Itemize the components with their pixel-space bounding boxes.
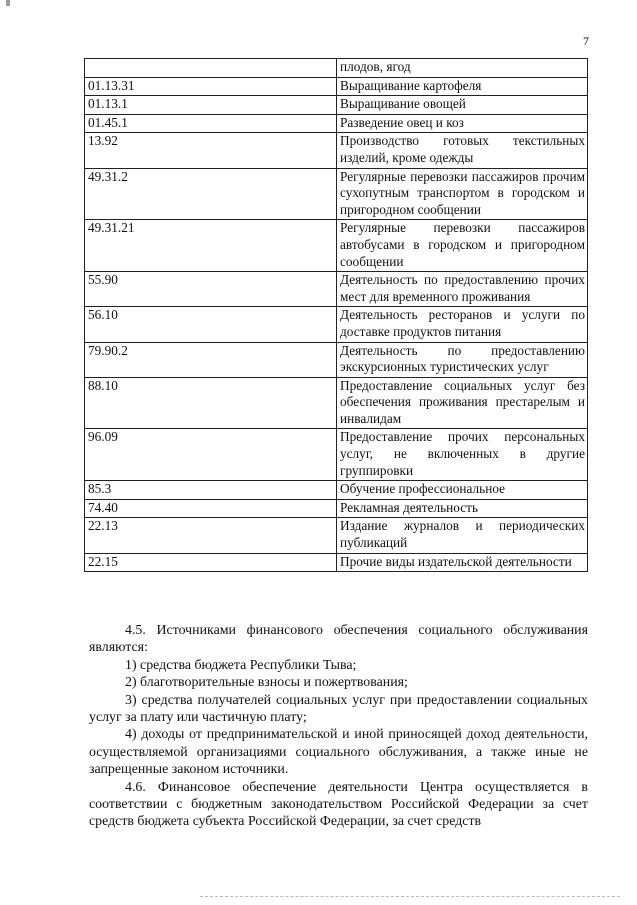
table-row [85, 96, 588, 115]
table-row [85, 499, 588, 518]
table-row [85, 272, 588, 307]
scan-mark [6, 0, 10, 6]
table-row [85, 59, 588, 78]
okved-description-cell: Выращивание овощей [337, 96, 588, 115]
okved-description-cell: Прочие виды издательской деятельности [337, 553, 588, 572]
okved-code-cell: 49.31.2 [85, 168, 337, 220]
okved-code-cell [85, 59, 337, 78]
okved-code-cell: 55.90 [85, 272, 337, 307]
funding-item-3: 3) средства получателей социальных услуг при предоставлении социальных услуг за плату или частичную плату; [89, 692, 588, 726]
section-4-5: 4.5. Источниками финансового обеспечения социального обслуживания являются: [89, 623, 588, 656]
table-row [85, 553, 588, 572]
okved-description-cell: Выращивание картофеля [337, 77, 588, 96]
scan-bottom-edge [200, 896, 620, 897]
okved-table-body [85, 59, 588, 572]
funding-item-2: 2) благотворительные взносы и пожертвования; [125, 675, 408, 691]
okved-code-cell: 01.13.31 [85, 77, 337, 96]
funding-item-4: 4) доходы от предпринимательской и иной приносящей доход деятельности, осуществляемой организациями социального обслуживания, а также иные не запрещенные законом источники. [89, 727, 588, 778]
okved-code-cell: 85.3 [85, 481, 337, 500]
table-row [85, 377, 588, 429]
table-row [85, 342, 588, 377]
table-row [85, 307, 588, 342]
okved-description-cell: Предоставление прочих персональных услуг, не включенных в другие группировки [337, 429, 588, 481]
table-row [85, 429, 588, 481]
okved-code-cell: 01.13.1 [85, 96, 337, 115]
okved-description-cell: Предоставление социальных услуг без обеспечения проживания престарелым и инвалидам [337, 377, 588, 429]
okved-code-cell: 79.90.2 [85, 342, 337, 377]
table-row [85, 518, 588, 553]
funding-item-1: 1) средства бюджета Республики Тыва; [125, 657, 357, 673]
page-number: 7 [583, 34, 589, 48]
okved-code-cell: 96.09 [85, 429, 337, 481]
okved-code-cell: 49.31.21 [85, 220, 337, 272]
okved-description-cell: Деятельность по предоставлению прочих мест для временного проживания [337, 272, 588, 307]
okved-description-cell: Производство готовых текстильных изделий, кроме одежды [337, 133, 588, 168]
okved-description-cell: Регулярные перевозки пассажиров автобусами в городском и пригородном сообщении [337, 220, 588, 272]
table-row [85, 114, 588, 133]
okved-description-cell: Обучение профессиональное [337, 481, 588, 500]
okved-description-cell: Разведение овец и коз [337, 114, 588, 133]
okved-description-cell: Регулярные перевозки пассажиров прочим сухопутным транспортом в городском и пригородном сообщении [337, 168, 588, 220]
table-row [85, 220, 588, 272]
okved-description-cell: Рекламная деятельность [337, 499, 588, 518]
body-text [89, 622, 588, 831]
okved-description-cell: Деятельность ресторанов и услуги по доставке продуктов питания [337, 307, 588, 342]
okved-description-cell: Издание журналов и периодических публикаций [337, 518, 588, 553]
table-row [85, 481, 588, 500]
table-row [85, 168, 588, 220]
okved-code-cell: 74.40 [85, 499, 337, 518]
okved-code-cell: 88.10 [85, 377, 337, 429]
okved-code-cell: 01.45.1 [85, 114, 337, 133]
okved-table [84, 58, 588, 572]
okved-code-cell: 13.92 [85, 133, 337, 168]
section-4-6: 4.6. Финансовое обеспечение деятельности Центра осуществляется в соответствии с бюджетным законодательством Российской Федерации за счет средств бюджета субъекта Российской Федерации, за счет средств [89, 779, 588, 830]
okved-code-cell: 56.10 [85, 307, 337, 342]
okved-code-cell: 22.15 [85, 553, 337, 572]
okved-description-cell: Деятельность по предоставлению экскурсионных туристических услуг [337, 342, 588, 377]
okved-description-cell: плодов, ягод [337, 59, 588, 78]
table-row [85, 133, 588, 168]
table-row [85, 77, 588, 96]
okved-code-cell: 22.13 [85, 518, 337, 553]
